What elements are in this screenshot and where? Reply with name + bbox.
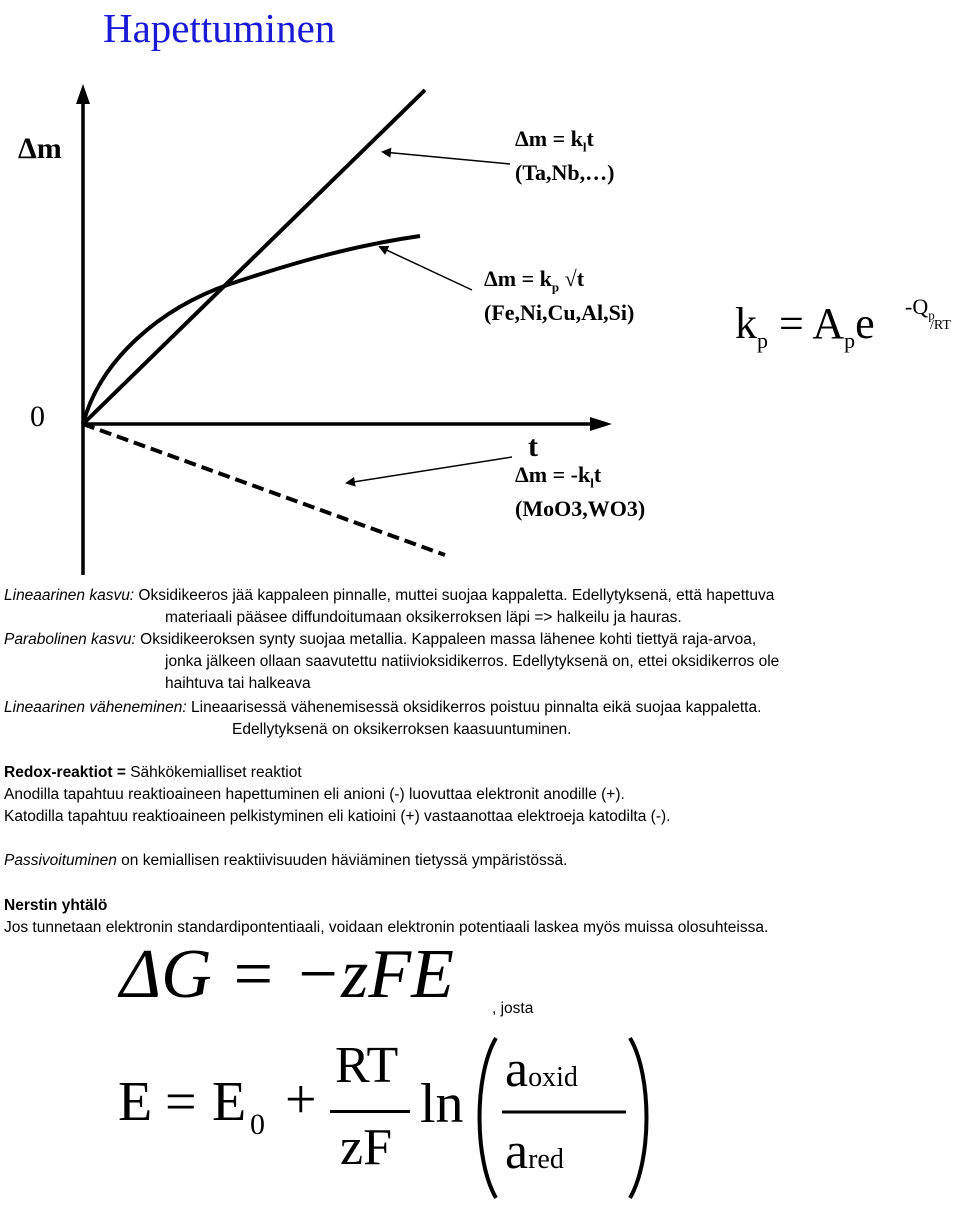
nernst-fraction-bar [330, 1110, 410, 1113]
nernst-eq: = [165, 1071, 197, 1133]
linear-growth-line1: Oksidikeeros jää kappaleen pinnalle, muttei suojaa kappaletta. Edellytyksenä, että hapettuva [134, 587, 775, 604]
parabolic-growth-curve [83, 236, 420, 424]
redox-anode-line: Anodilla tapahtuu reaktioaineen hapettuminen eli anioni (-) luovuttaa elektronit anodille (+). [4, 786, 625, 803]
parabolic-growth-paragraph [4, 629, 779, 695]
redox-cathode-line: Katodilla tapahtuu reaktioaineen pelkistyminen eli katioini (+) vastaanottaa elektroeja katodilta (-). [4, 808, 671, 825]
linear-growth-term: Lineaarinen kasvu: [4, 587, 135, 604]
arrhenius-exp-q: Q [912, 294, 929, 319]
arrhenius-e: e [855, 299, 875, 348]
redox-paragraph [4, 762, 670, 828]
linear-decrease-tail: t [593, 462, 602, 487]
nernst-a-top-sub: oxid [528, 1062, 578, 1093]
nernst-a-oxid [505, 1040, 578, 1099]
linear-decrease-term: Lineaarinen väheneminen: [4, 699, 187, 716]
nernst-paragraph [4, 895, 768, 939]
nernst-E0: E [212, 1071, 247, 1133]
right-paren [630, 1038, 647, 1198]
page-title: Hapettuminen [103, 5, 336, 51]
linear-decrease-sub: l [590, 475, 594, 491]
linear-decrease-examples: (MoO3,WO3) [515, 496, 646, 522]
nernst-E0-sub: 0 [250, 1108, 265, 1141]
arrhenius-kp-sub: p [757, 327, 768, 353]
nernst-denominator: zF [340, 1119, 392, 1176]
origin-label: 0 [30, 400, 45, 433]
parabolic-growth-tail: √t [564, 266, 585, 291]
parabolic-growth-line2: jonka jälkeen ollaan saavutettu natiivioksidikerros. Edellytyksenä on, ettei oksidikerros ole [165, 653, 780, 670]
gibbs-equation: ΔG = −zFE [120, 936, 454, 1013]
nernst-E: E [118, 1071, 153, 1133]
nernst-ln: ln [420, 1073, 464, 1135]
redox-heading-rest: Sähkökemialliset reaktiot [125, 764, 302, 781]
redox-heading: Redox-reaktiot = [4, 764, 126, 781]
parabolic-growth-sub: p [551, 279, 560, 295]
nernst-a-red [505, 1122, 564, 1181]
arrhenius-eq: = A [768, 299, 845, 348]
linear-growth-line [83, 90, 425, 424]
arrhenius-equation [735, 298, 875, 354]
linear-growth-examples: (Ta,Nb,…) [515, 160, 615, 186]
linear-decrease-paragraph [4, 697, 761, 741]
arrhenius-ap-sub: p [844, 327, 856, 353]
arrhenius-kp: k [735, 299, 757, 348]
arrhenius-exp-q-sub: p [928, 307, 935, 323]
nernst-line: Jos tunnetaan elektronin standardipontentiaali, voidaan elektronin potentiaali laskea myös muissa olosuhteissa. [4, 919, 769, 936]
linear-growth-pointer [383, 152, 510, 164]
linear-decrease-formula: Δm = -k [515, 462, 591, 487]
y-axis-label: Δm [18, 132, 62, 165]
nernst-a-top: a [505, 1041, 529, 1098]
linear-decrease-line2: Edellytyksenä on oksikerroksen kaasuuntuminen. [232, 721, 572, 738]
parabolic-growth-pointer [380, 247, 472, 290]
parabolic-growth-line3: haihtuva tai halkeava [165, 675, 311, 692]
nernst-a-bot-sub: red [528, 1144, 564, 1175]
parabolic-growth-examples: (Fe,Ni,Cu,Al,Si) [484, 300, 635, 326]
parabolic-growth-term: Parabolinen kasvu: [4, 631, 136, 648]
parabolic-growth-formula: Δm = k [484, 266, 552, 291]
arrhenius-exp-rt: /RT [930, 318, 951, 333]
linear-decrease-line [83, 424, 445, 555]
nernst-numerator: RT [335, 1037, 399, 1094]
nernst-plus: + [285, 1069, 317, 1131]
nernst-heading: Nerstin yhtälö [4, 897, 108, 914]
parabolic-growth-line1: Oksidikeeroksen synty suojaa metallia. Kappaleen massa lähenee kohti tiettyä raja-arvoa, [135, 631, 757, 648]
linear-decrease-line1: Lineaarisessä vähenemisessä oksidikerros poistuu pinnalta eikä suojaa kappaletta. [186, 699, 762, 716]
linear-growth-tail: t [586, 126, 594, 151]
parabolic-growth-label [484, 266, 634, 326]
x-axis-arrowhead [590, 417, 612, 431]
x-axis-label: t [528, 430, 538, 463]
linear-growth-line2: materiaali pääsee diffundoitumaan oksikerroksen läpi => halkeilu ja hauras. [165, 609, 682, 626]
linear-growth-sub: l [582, 139, 587, 155]
linear-decrease-pointer [347, 457, 512, 483]
passivation-paragraph [4, 850, 567, 872]
passivation-rest: on kemiallisen reaktiivisuuden häviäminen tietyssä ympäristössä. [116, 852, 568, 869]
linear-growth-formula: Δm = k [515, 126, 583, 151]
passivation-term: Passivoituminen [4, 852, 117, 869]
linear-growth-label [515, 126, 614, 186]
arrhenius-exp-minus: - [905, 294, 913, 319]
y-axis-arrowhead [76, 84, 90, 104]
linear-decrease-label [515, 462, 645, 522]
josta-text: , josta [492, 1000, 534, 1017]
left-paren [480, 1038, 497, 1198]
nernst-a-bot: a [505, 1123, 529, 1180]
linear-growth-paragraph [4, 585, 774, 629]
